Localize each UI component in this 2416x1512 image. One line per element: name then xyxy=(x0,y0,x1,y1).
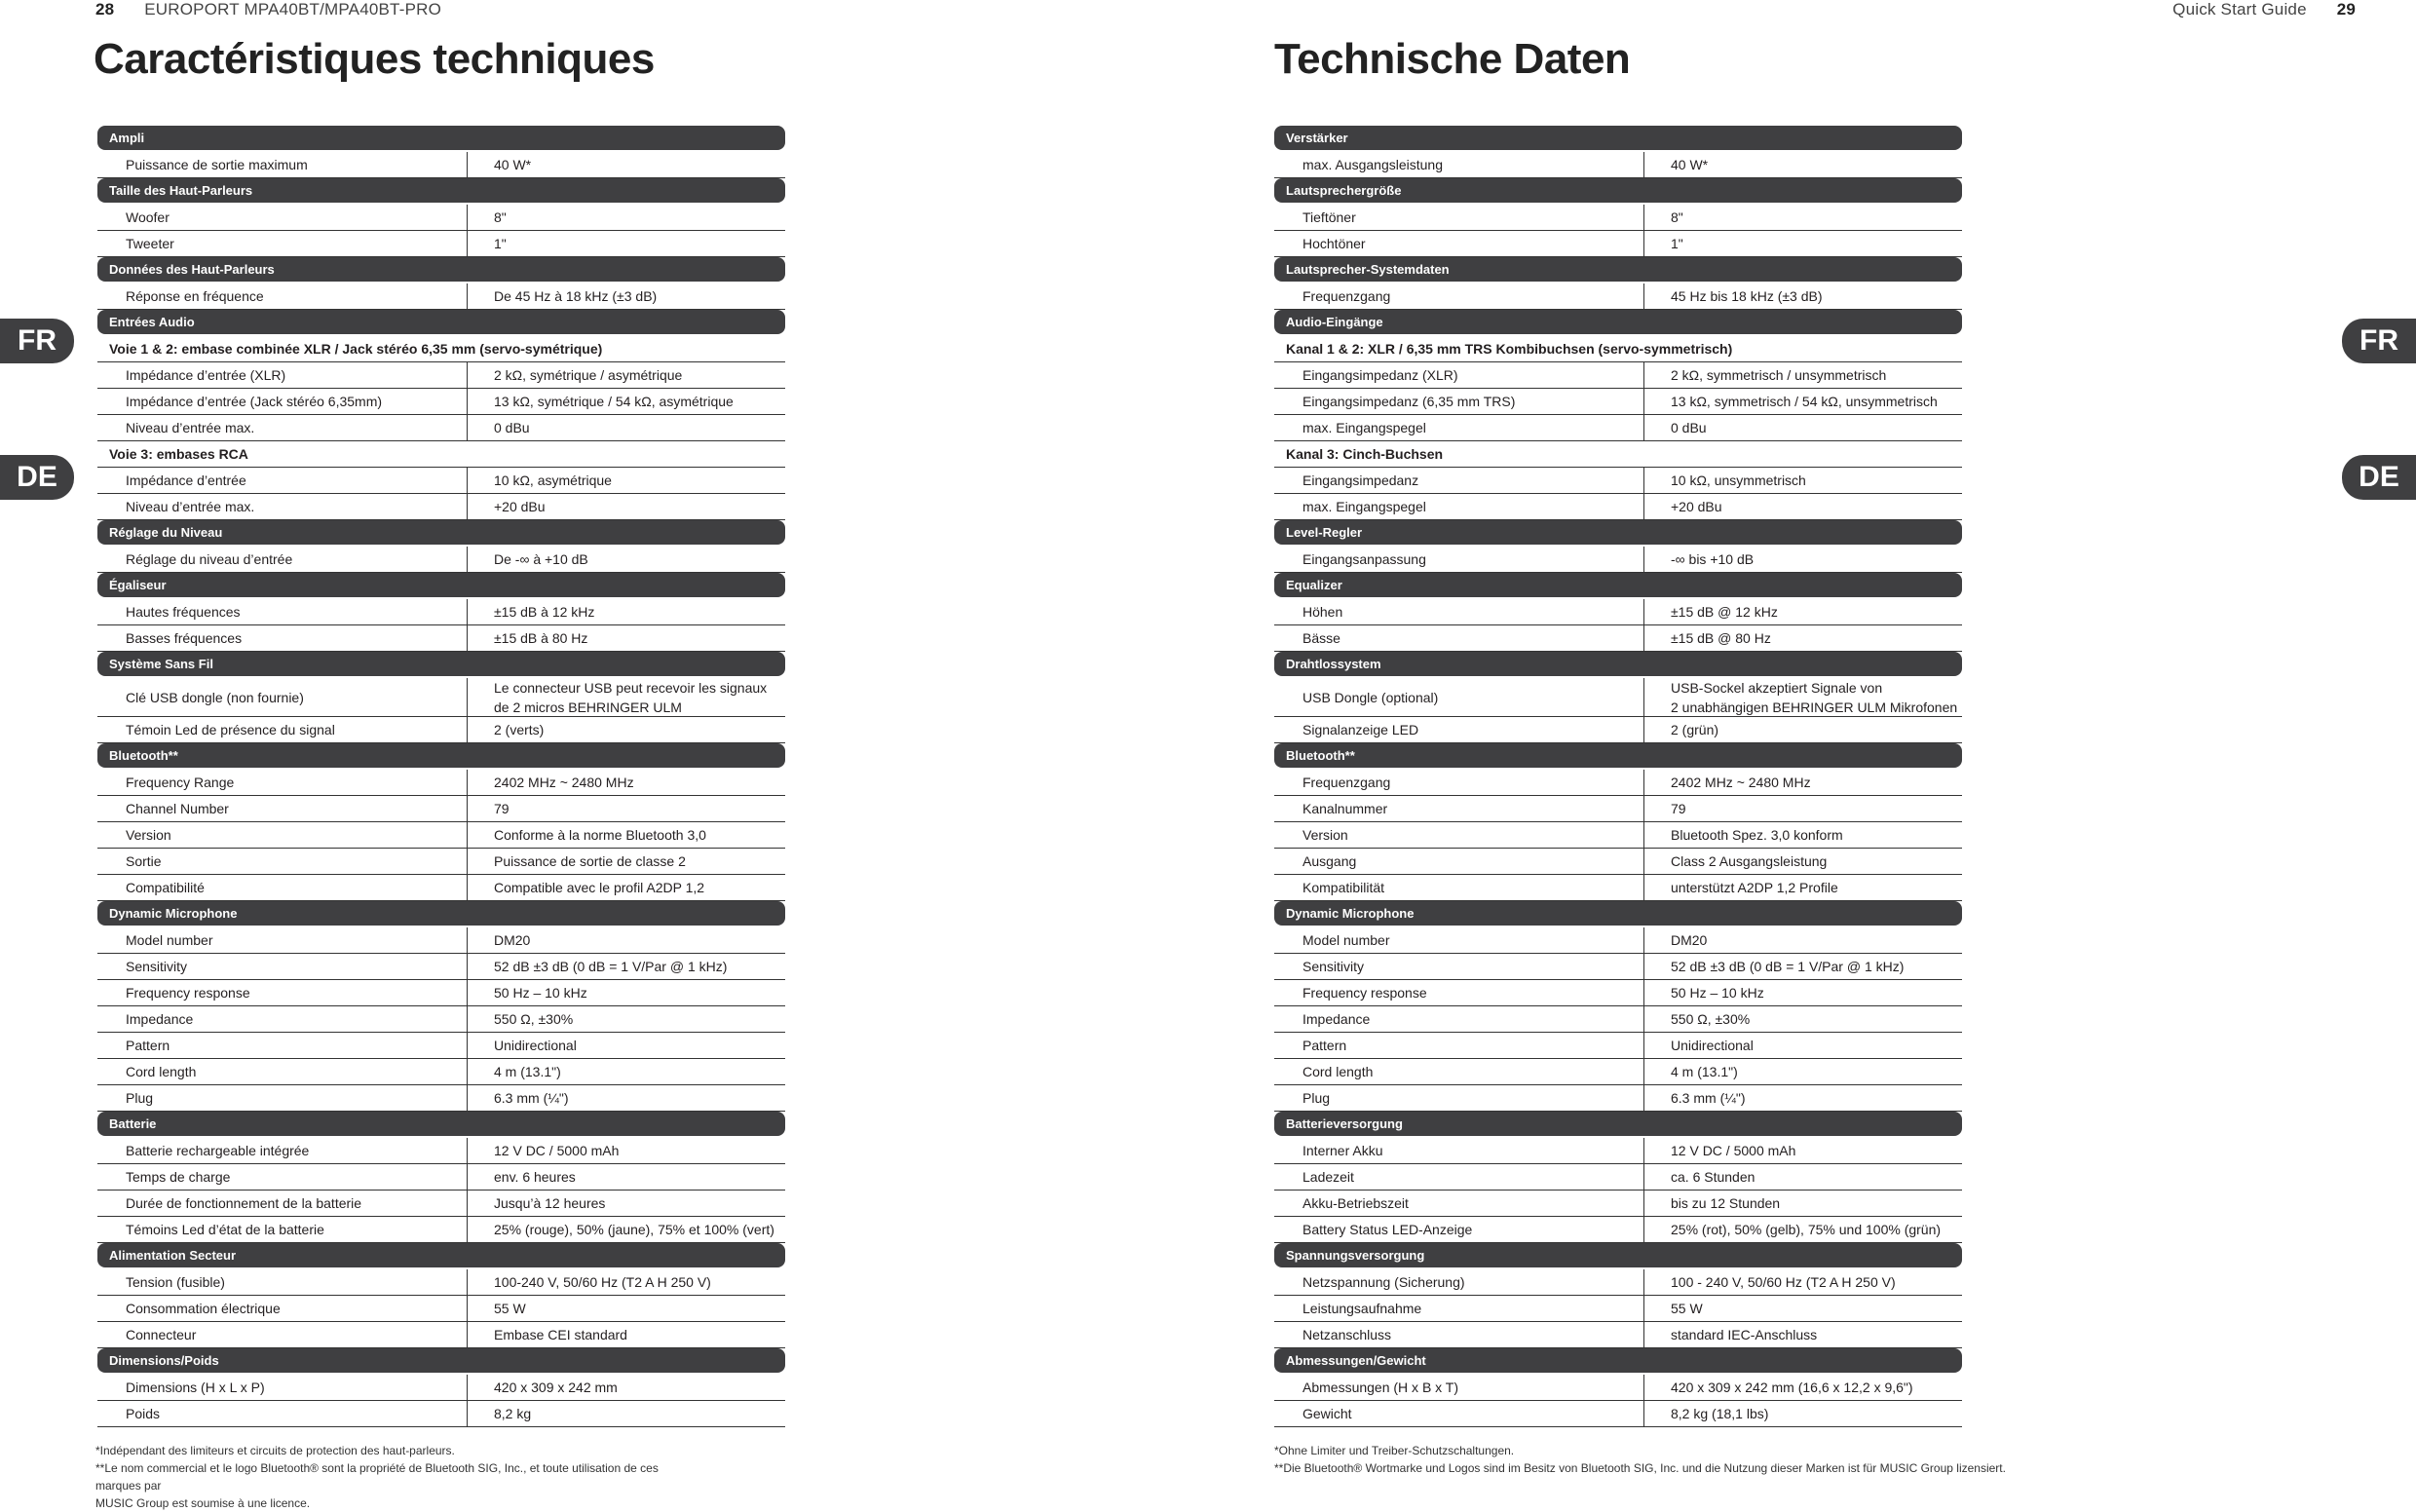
spec-value: 1" xyxy=(494,236,507,251)
spec-row xyxy=(97,415,785,441)
spec-label: Woofer xyxy=(97,205,468,230)
spec-value: 2 kΩ, symmetrisch / unsymmetrisch xyxy=(1671,367,1887,383)
spec-row xyxy=(1274,1269,1962,1296)
spec-row xyxy=(1274,875,1962,901)
spec-label: Bässe xyxy=(1274,625,1644,651)
spec-label: Plug xyxy=(1274,1085,1644,1111)
spec-row xyxy=(1274,1217,1962,1243)
spec-label: Plug xyxy=(97,1085,468,1111)
spec-value: 55 W xyxy=(1671,1301,1703,1316)
spec-label: Temps de charge xyxy=(97,1164,468,1190)
footnote: *Ohne Limiter und Treiber-Schutzschaltungen. xyxy=(1274,1444,1515,1457)
spec-row xyxy=(1274,1085,1962,1112)
header-text: EUROPORT MPA40BT/MPA40BT-PRO xyxy=(144,0,442,19)
spec-label: Impédance d’entrée xyxy=(97,468,468,493)
spec-value: Le connecteur USB peut recevoir les signaux de 2 micros BEHRINGER ULM xyxy=(494,679,768,715)
spec-label: Niveau d’entrée max. xyxy=(97,494,468,519)
spec-value: DM20 xyxy=(1671,932,1708,948)
spec-value: Unidirectional xyxy=(494,1038,577,1053)
spec-row xyxy=(97,362,785,389)
section-header: Batterieversorgung xyxy=(1274,1112,1962,1136)
spec-label: Frequenzgang xyxy=(1274,770,1644,795)
spec-label: Frequency Range xyxy=(97,770,468,795)
spec-row xyxy=(1274,1059,1962,1085)
spec-row xyxy=(1274,822,1962,849)
spec-label: Niveau d’entrée max. xyxy=(97,415,468,440)
spec-value: 40 W* xyxy=(494,157,532,172)
spec-label: Version xyxy=(1274,822,1644,848)
spec-value: 12 V DC / 5000 mAh xyxy=(1671,1143,1796,1158)
spec-label: Compatibilité xyxy=(97,875,468,900)
spec-row xyxy=(97,1138,785,1164)
spec-value: +20 dBu xyxy=(1671,499,1722,514)
spec-table-de xyxy=(1274,126,1962,1427)
spec-row xyxy=(97,1033,785,1059)
spec-label: Ladezeit xyxy=(1274,1164,1644,1190)
spec-value: 6.3 mm (¼") xyxy=(494,1090,569,1106)
section-header: Ampli xyxy=(97,126,785,150)
spec-label: Battery Status LED-Anzeige xyxy=(1274,1217,1644,1242)
section-header: Lautsprechergröße xyxy=(1274,178,1962,203)
spec-row xyxy=(1274,494,1962,520)
spec-label: Témoin Led de présence du signal xyxy=(97,717,468,742)
spec-value: 0 dBu xyxy=(494,420,530,435)
spec-label: Version xyxy=(97,822,468,848)
spec-row xyxy=(97,875,785,901)
spec-value: 2 (verts) xyxy=(494,722,545,737)
spec-row xyxy=(97,1164,785,1191)
spec-label: Ausgang xyxy=(1274,849,1644,874)
spec-label: Tweeter xyxy=(97,231,468,256)
spec-label: Dimensions (H x L x P) xyxy=(97,1375,468,1400)
spec-value: 79 xyxy=(1671,801,1686,816)
spec-value: 50 Hz – 10 kHz xyxy=(1671,985,1764,1001)
page-number: 28 xyxy=(95,0,115,19)
section-header: Taille des Haut-Parleurs xyxy=(97,178,785,203)
spec-row xyxy=(97,625,785,652)
spec-value: 45 Hz bis 18 kHz (±3 dB) xyxy=(1671,288,1823,304)
spec-row xyxy=(1274,678,1962,717)
spec-row xyxy=(97,770,785,796)
spec-row xyxy=(97,1322,785,1348)
spec-label: Interner Akku xyxy=(1274,1138,1644,1163)
spec-label: Frequency response xyxy=(1274,980,1644,1005)
spec-label: Akku-Betriebszeit xyxy=(1274,1191,1644,1216)
spec-row xyxy=(1274,547,1962,573)
spec-row xyxy=(1274,1138,1962,1164)
spec-row xyxy=(1274,717,1962,743)
language-tab-fr[interactable]: FR xyxy=(0,319,74,363)
section-header: Dimensions/Poids xyxy=(97,1348,785,1373)
spec-row xyxy=(97,1085,785,1112)
spec-value: +20 dBu xyxy=(494,499,546,514)
spec-label: Réglage du niveau d’entrée xyxy=(97,547,468,572)
spec-row xyxy=(97,1217,785,1243)
spec-row xyxy=(1274,362,1962,389)
spec-row xyxy=(1274,849,1962,875)
spec-row xyxy=(97,231,785,257)
spec-row xyxy=(1274,796,1962,822)
spec-value: 420 x 309 x 242 mm xyxy=(494,1380,618,1395)
section-header: Drahtlossystem xyxy=(1274,652,1962,676)
spec-label: Signalanzeige LED xyxy=(1274,717,1644,742)
spec-label: Témoins Led d’état de la batterie xyxy=(97,1217,468,1242)
spec-value: 550 Ω, ±30% xyxy=(494,1011,574,1027)
spec-label: Impedance xyxy=(97,1006,468,1032)
section-header: Système Sans Fil xyxy=(97,652,785,676)
section-header: Spannungsversorgung xyxy=(1274,1243,1962,1267)
spec-row xyxy=(1274,284,1962,310)
spec-label: Abmessungen (H x B x T) xyxy=(1274,1375,1644,1400)
spec-label: Eingangsanpassung xyxy=(1274,547,1644,572)
spec-row xyxy=(97,1375,785,1401)
spec-label: Réponse en fréquence xyxy=(97,284,468,309)
spec-value: DM20 xyxy=(494,932,531,948)
spec-label: Basses fréquences xyxy=(97,625,468,651)
spec-value: 550 Ω, ±30% xyxy=(1671,1011,1751,1027)
spec-value: ±15 dB à 80 Hz xyxy=(494,630,588,646)
spec-row xyxy=(1274,927,1962,954)
spec-row xyxy=(1274,770,1962,796)
spec-value: 420 x 309 x 242 mm (16,6 x 12,2 x 9,6") xyxy=(1671,1380,1913,1395)
footnote: **Die Bluetooth® Wortmarke und Logos sind im Besitz von Bluetooth SIG, Inc. und die Nutzung dieser Marken ist für MUSIC Group lizensiert. xyxy=(1274,1461,2006,1475)
footnotes-de xyxy=(1274,1442,2151,1477)
spec-value: 2402 MHz ~ 2480 MHz xyxy=(1671,775,1811,790)
spec-value: ±15 dB @ 80 Hz xyxy=(1671,630,1771,646)
section-header: Audio-Eingänge xyxy=(1274,310,1962,334)
section-header: Bluetooth** xyxy=(1274,743,1962,768)
spec-row xyxy=(97,599,785,625)
spec-value: Conforme à la norme Bluetooth 3,0 xyxy=(494,827,706,843)
spec-row xyxy=(1274,625,1962,652)
section-header: Entrées Audio xyxy=(97,310,785,334)
spec-label: Kanalnummer xyxy=(1274,796,1644,821)
spec-label: Consommation électrique xyxy=(97,1296,468,1321)
spec-label: Pattern xyxy=(1274,1033,1644,1058)
spec-label: Connecteur xyxy=(97,1322,468,1347)
spec-row xyxy=(97,389,785,415)
spec-label: Tension (fusible) xyxy=(97,1269,468,1295)
spec-table-fr xyxy=(97,126,785,1427)
spec-label: Eingangsimpedanz (XLR) xyxy=(1274,362,1644,388)
spec-row xyxy=(1274,980,1962,1006)
language-tab-de[interactable]: DE xyxy=(0,455,74,500)
spec-row xyxy=(1274,1322,1962,1348)
spec-value: Compatible avec le profil A2DP 1,2 xyxy=(494,880,705,895)
spec-label: Höhen xyxy=(1274,599,1644,624)
spec-label: Impedance xyxy=(1274,1006,1644,1032)
spec-row xyxy=(1274,389,1962,415)
spec-value: ±15 dB à 12 kHz xyxy=(494,604,595,620)
spec-label: Hochtöner xyxy=(1274,231,1644,256)
spec-value: 10 kΩ, asymétrique xyxy=(494,472,612,488)
spec-value: Jusqu’à 12 heures xyxy=(494,1195,606,1211)
spec-row xyxy=(97,678,785,717)
spec-label: Puissance de sortie maximum xyxy=(97,152,468,177)
spec-value: Puissance de sortie de classe 2 xyxy=(494,853,686,869)
spec-value: 6.3 mm (¼") xyxy=(1671,1090,1746,1106)
spec-label: USB Dongle (optional) xyxy=(1274,678,1644,716)
spec-label: Eingangsimpedanz (6,35 mm TRS) xyxy=(1274,389,1644,414)
spec-value: De -∞ à +10 dB xyxy=(494,551,588,567)
section-header: Égaliseur xyxy=(97,573,785,597)
spec-label: Sortie xyxy=(97,849,468,874)
spec-row xyxy=(1274,415,1962,441)
spec-label: Model number xyxy=(1274,927,1644,953)
section-header: Dynamic Microphone xyxy=(97,901,785,926)
spec-label: max. Eingangspegel xyxy=(1274,415,1644,440)
footnote: **Le nom commercial et le logo Bluetooth® sont la propriété de Bluetooth SIG, Inc., et toute utilisation de ces marques par MUSIC Group est soumise à une licence. xyxy=(95,1461,659,1510)
spec-row xyxy=(1274,468,1962,494)
spec-value: Class 2 Ausgangsleistung xyxy=(1671,853,1828,869)
spec-row xyxy=(1274,599,1962,625)
subsection-label: Voie 1 & 2: embase combinée XLR / Jack stéréo 6,35 mm (servo-symétrique) xyxy=(97,336,785,362)
spec-row xyxy=(1274,954,1962,980)
spec-row xyxy=(97,284,785,310)
spec-label: Gewicht xyxy=(1274,1401,1644,1426)
section-header: Données des Haut-Parleurs xyxy=(97,257,785,282)
spec-label: Eingangsimpedanz xyxy=(1274,468,1644,493)
spec-row xyxy=(97,152,785,178)
language-tab-fr[interactable]: FR xyxy=(2342,319,2416,363)
spec-label: Leistungsaufnahme xyxy=(1274,1296,1644,1321)
spec-value: 52 dB ±3 dB (0 dB = 1 V/Par @ 1 kHz) xyxy=(1671,959,1905,974)
spec-value: 10 kΩ, unsymmetrisch xyxy=(1671,472,1806,488)
spec-value: 4 m (13.1") xyxy=(494,1064,561,1079)
spec-value: 8" xyxy=(494,209,507,225)
left-page xyxy=(0,0,1208,1510)
spec-row xyxy=(97,1296,785,1322)
section-header: Lautsprecher-Systemdaten xyxy=(1274,257,1962,282)
page-title: Caractéristiques techniques xyxy=(94,35,655,83)
spec-label: Cord length xyxy=(1274,1059,1644,1084)
spec-label: Impédance d’entrée (Jack stéréo 6,35mm) xyxy=(97,389,468,414)
spec-label: Netzspannung (Sicherung) xyxy=(1274,1269,1644,1295)
spec-row xyxy=(97,1006,785,1033)
spec-row xyxy=(97,205,785,231)
spec-value: 50 Hz – 10 kHz xyxy=(494,985,587,1001)
spec-row xyxy=(1274,1401,1962,1427)
spec-value: 8,2 kg xyxy=(494,1406,532,1421)
section-header: Alimentation Secteur xyxy=(97,1243,785,1267)
spec-label: Model number xyxy=(97,927,468,953)
spec-value: unterstützt A2DP 1,2 Profile xyxy=(1671,880,1838,895)
spec-row xyxy=(1274,1164,1962,1191)
spec-label: Netzanschluss xyxy=(1274,1322,1644,1347)
spec-value: 79 xyxy=(494,801,510,816)
spec-label: Batterie rechargeable intégrée xyxy=(97,1138,468,1163)
spec-value: 0 dBu xyxy=(1671,420,1707,435)
spec-row xyxy=(1274,1006,1962,1033)
page-title: Technische Daten xyxy=(1274,35,1631,83)
footnote: *Indépendant des limiteurs et circuits de protection des haut-parleurs. xyxy=(95,1444,455,1457)
spec-value: 25% (rouge), 50% (jaune), 75% et 100% (vert) xyxy=(494,1222,774,1237)
spec-value: Embase CEI standard xyxy=(494,1327,627,1342)
spec-row xyxy=(1274,231,1962,257)
spec-value: Bluetooth Spez. 3,0 konform xyxy=(1671,827,1843,843)
spec-value: -∞ bis +10 dB xyxy=(1671,551,1755,567)
spec-row xyxy=(1274,1296,1962,1322)
right-page xyxy=(1208,0,2416,1498)
spec-row xyxy=(97,954,785,980)
spec-value: 52 dB ±3 dB (0 dB = 1 V/Par @ 1 kHz) xyxy=(494,959,728,974)
section-header: Level-Regler xyxy=(1274,520,1962,545)
spec-label: Sensitivity xyxy=(97,954,468,979)
page-header-left xyxy=(95,0,441,19)
spec-label: Tieftöner xyxy=(1274,205,1644,230)
spec-row xyxy=(97,1059,785,1085)
spec-value: 40 W* xyxy=(1671,157,1709,172)
spec-value: 25% (rot), 50% (gelb), 75% und 100% (grün) xyxy=(1671,1222,1942,1237)
spec-value: 100-240 V, 50/60 Hz (T2 A H 250 V) xyxy=(494,1274,711,1290)
spec-label: Hautes fréquences xyxy=(97,599,468,624)
spec-label: Channel Number xyxy=(97,796,468,821)
spec-value: De 45 Hz à 18 kHz (±3 dB) xyxy=(494,288,658,304)
subsection-label: Kanal 1 & 2: XLR / 6,35 mm TRS Kombibuchsen (servo-symmetrisch) xyxy=(1274,336,1962,362)
spec-value: 2 (grün) xyxy=(1671,722,1719,737)
header-text: Quick Start Guide xyxy=(2172,0,2307,19)
spec-value: 8,2 kg (18,1 lbs) xyxy=(1671,1406,1769,1421)
spec-row xyxy=(1274,1191,1962,1217)
spec-value: 100 - 240 V, 50/60 Hz (T2 A H 250 V) xyxy=(1671,1274,1896,1290)
spec-label: Cord length xyxy=(97,1059,468,1084)
spec-row xyxy=(97,927,785,954)
page-number: 29 xyxy=(2336,0,2356,19)
spec-label: max. Ausgangsleistung xyxy=(1274,152,1644,177)
spec-label: Frequency response xyxy=(97,980,468,1005)
spec-row xyxy=(1274,152,1962,178)
section-header: Dynamic Microphone xyxy=(1274,901,1962,926)
spec-value: 2 kΩ, symétrique / asymétrique xyxy=(494,367,683,383)
section-header: Abmessungen/Gewicht xyxy=(1274,1348,1962,1373)
spec-row xyxy=(1274,1033,1962,1059)
spec-row xyxy=(1274,1375,1962,1401)
language-tab-de[interactable]: DE xyxy=(2342,455,2416,500)
spec-value: bis zu 12 Stunden xyxy=(1671,1195,1781,1211)
spec-value: 13 kΩ, symmetrisch / 54 kΩ, unsymmetrisch xyxy=(1671,394,1938,409)
spec-value: 12 V DC / 5000 mAh xyxy=(494,1143,620,1158)
spec-row xyxy=(97,494,785,520)
spec-row xyxy=(97,1401,785,1427)
spec-label: Clé USB dongle (non fournie) xyxy=(97,678,468,716)
spec-value: Unidirectional xyxy=(1671,1038,1754,1053)
spec-value: 8" xyxy=(1671,209,1683,225)
spec-value: 1" xyxy=(1671,236,1683,251)
spec-row xyxy=(97,547,785,573)
spec-value: 55 W xyxy=(494,1301,526,1316)
spec-row xyxy=(97,980,785,1006)
section-header: Réglage du Niveau xyxy=(97,520,785,545)
spec-label: Durée de fonctionnement de la batterie xyxy=(97,1191,468,1216)
subsection-label: Voie 3: embases RCA xyxy=(97,441,785,468)
spec-row xyxy=(97,796,785,822)
spec-row xyxy=(97,717,785,743)
spec-row xyxy=(97,849,785,875)
spec-label: max. Eingangspegel xyxy=(1274,494,1644,519)
spec-label: Frequenzgang xyxy=(1274,284,1644,309)
section-header: Batterie xyxy=(97,1112,785,1136)
spec-row xyxy=(97,1269,785,1296)
spec-value: ±15 dB @ 12 kHz xyxy=(1671,604,1778,620)
footnotes-fr xyxy=(95,1442,699,1512)
spec-label: Pattern xyxy=(97,1033,468,1058)
spec-label: Sensitivity xyxy=(1274,954,1644,979)
spec-row xyxy=(97,468,785,494)
section-header: Bluetooth** xyxy=(97,743,785,768)
spec-row xyxy=(97,1191,785,1217)
spec-row xyxy=(1274,205,1962,231)
spec-row xyxy=(97,822,785,849)
spec-label: Poids xyxy=(97,1401,468,1426)
page-header-right xyxy=(2172,0,2356,19)
spec-value: ca. 6 Stunden xyxy=(1671,1169,1755,1185)
spec-label: Impédance d’entrée (XLR) xyxy=(97,362,468,388)
spec-value: 4 m (13.1") xyxy=(1671,1064,1738,1079)
spec-value: 2402 MHz ~ 2480 MHz xyxy=(494,775,634,790)
spec-value: env. 6 heures xyxy=(494,1169,576,1185)
section-header: Verstärker xyxy=(1274,126,1962,150)
spec-label: Kompatibilität xyxy=(1274,875,1644,900)
section-header: Equalizer xyxy=(1274,573,1962,597)
spec-value: standard IEC-Anschluss xyxy=(1671,1327,1818,1342)
spec-value: 13 kΩ, symétrique / 54 kΩ, asymétrique xyxy=(494,394,734,409)
subsection-label: Kanal 3: Cinch-Buchsen xyxy=(1274,441,1962,468)
spec-value: USB-Sockel akzeptiert Signale von 2 unabhängigen BEHRINGER ULM Mikrofonen xyxy=(1671,679,1958,715)
